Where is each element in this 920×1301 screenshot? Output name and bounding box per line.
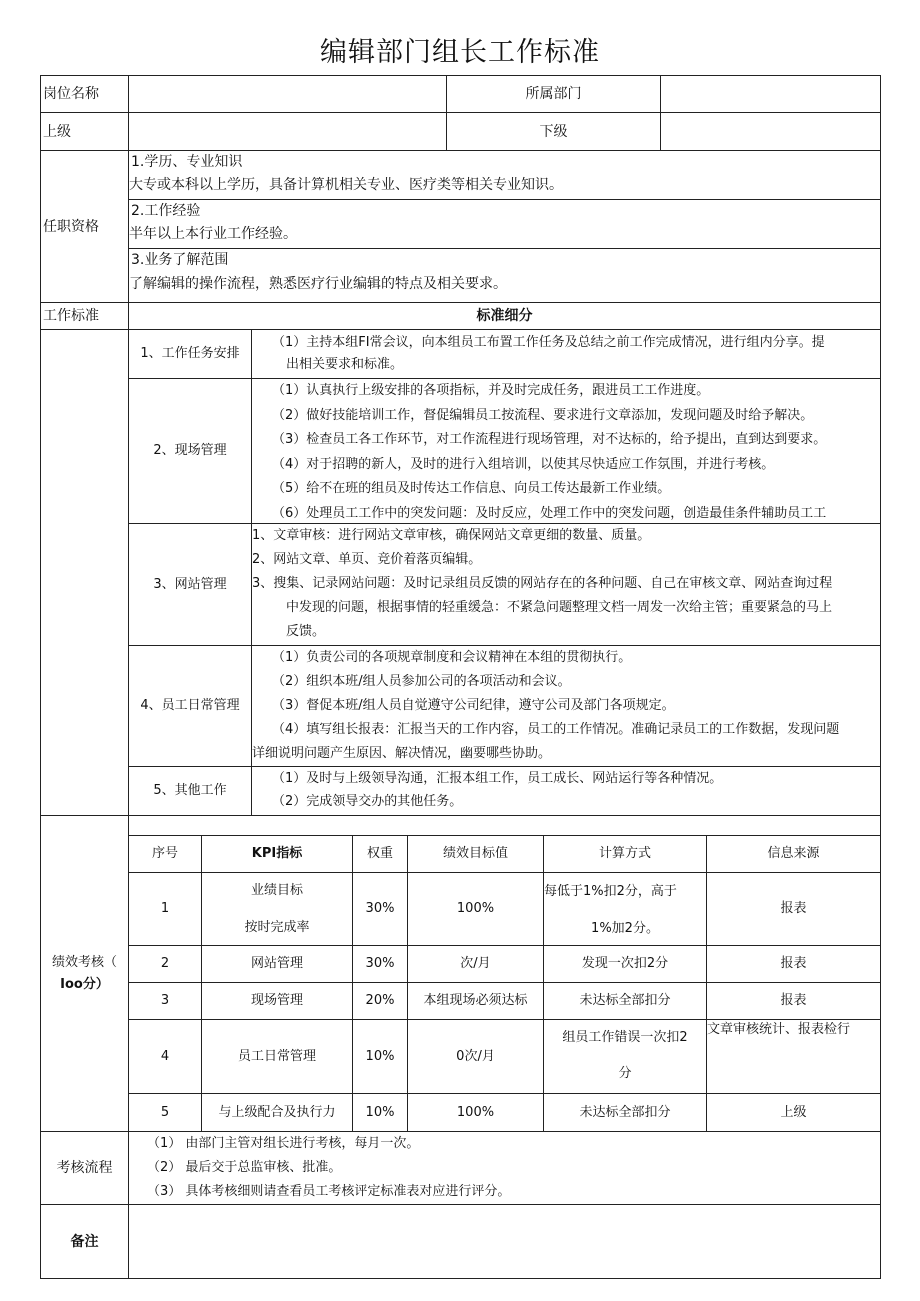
kpi-header: 序号 (128, 835, 202, 873)
kpi-cell-source: 报表 (706, 872, 881, 946)
section-name: 4、员工日常管理 (128, 645, 252, 767)
section-line: （3）督促本班/组人员自觉遵守公司纪律，遵守公司及部门各项规定。 (272, 698, 675, 713)
kpi-cell-weight: 10% (352, 1093, 408, 1132)
standards-detail-label: 标准细分 (128, 302, 881, 330)
kpi-cell-indicator: 员工日常管理 (201, 1019, 353, 1094)
section-content (251, 766, 881, 816)
dept-label: 所属部门 (446, 75, 661, 113)
kpi-method-line: 每低于1%扣2分，高于 (544, 884, 677, 899)
dept-value[interactable] (660, 75, 881, 113)
section-line: 反馈。 (286, 624, 326, 639)
qualification-text: 了解编辑的操作流程，熟悉医疗行业编辑的特点及相关要求。 (129, 276, 507, 292)
section-line: （2）做好技能培训工作，督促编辑员工按流程、要求进行文章添加，发现问题及时给予解决。 (272, 407, 814, 423)
kpi-cell-method: 未达标全部扣分 (543, 982, 707, 1020)
process-item: （3） 具体考核细则请查看员工考核评定标准表对应进行评分。 (147, 1184, 511, 1199)
kpi-cell-target: 0次/月 (407, 1019, 544, 1094)
kpi-cell-no: 3 (128, 982, 202, 1020)
kpi-cell-no: 2 (128, 945, 202, 983)
kpi-cell-method: 发现一次扣2分 (543, 945, 707, 983)
section-content (251, 645, 881, 767)
kpi-cell-target: 本组现场必须达标 (407, 982, 544, 1020)
section-content (251, 523, 881, 646)
kpi-cell-no: 5 (128, 1093, 202, 1132)
section-line: （3）检查员工各工作环节，对工作流程进行现场管理，对不达标的，给予提出，直到达到要求。 (272, 432, 827, 447)
remark-value[interactable] (128, 1204, 881, 1279)
section-line: （4）填写组长报表：汇报当天的工作内容，员工的工作情况。准确记录员工的工作数据，发现问题 (272, 722, 840, 737)
kpi-header: 绩效目标值 (407, 835, 544, 873)
section-line: （6）处理员工工作中的突发问题：及时反应，处理工作中的突发问题，创造最佳条件辅助员工工 (272, 505, 827, 521)
qualification-title: 1.学历、专业知识 (131, 154, 243, 170)
qualification-item (128, 150, 881, 200)
section-line: 出相关要求和标准。 (286, 357, 404, 372)
section-line: （1）负责公司的各项规章制度和会议精神在本组的贯彻执行。 (272, 650, 632, 665)
section-line: 中发现的问题，根据事情的轻重缓急：不紧急问题整理文档一周发一次给主管；重要紧急的马上 (286, 600, 833, 615)
kpi-label-line1: 绩效考核（ (51, 954, 117, 970)
kpi-cell-source: 文章审核统计、报表检行 (706, 1019, 881, 1094)
superior-label: 上级 (40, 112, 129, 151)
page-title: 编辑部门组长工作标准 (320, 37, 600, 68)
position-value[interactable] (128, 75, 447, 113)
kpi-method-line: 1%加2分。 (591, 921, 659, 936)
section-name: 2、现场管理 (128, 378, 252, 524)
qualification-item (128, 248, 881, 303)
position-label: 岗位名称 (40, 75, 129, 113)
kpi-indicator-line: 按时完成率 (244, 920, 310, 935)
kpi-cell-indicator: 网站管理 (201, 945, 353, 983)
kpi-cell-target: 100% (407, 872, 544, 946)
kpi-cell-weight: 30% (352, 945, 408, 983)
kpi-cell-source: 报表 (706, 982, 881, 1020)
kpi-spacer (128, 815, 881, 836)
kpi-cell-indicator: 现场管理 (201, 982, 353, 1020)
process-item: （2） 最后交于总监审核、批准。 (147, 1160, 342, 1175)
section-line: 2、网站文章、单页、竞价着落页编辑。 (252, 552, 482, 567)
qualification-title: 2.工作经验 (131, 203, 201, 219)
process-label: 考核流程 (40, 1131, 129, 1205)
kpi-method-line: 组员工作错误一次扣2 (562, 1030, 688, 1045)
qualification-text: 半年以上本行业工作经验。 (129, 226, 297, 242)
kpi-cell-weight: 30% (352, 872, 408, 946)
section-content (251, 329, 881, 379)
kpi-cell-source: 报表 (706, 945, 881, 983)
process-content (128, 1131, 881, 1205)
kpi-method-line: 分 (618, 1066, 632, 1081)
kpi-header: 信息来源 (706, 835, 881, 873)
kpi-label-line2: Ioo分） (60, 976, 109, 992)
subordinate-value[interactable] (660, 112, 881, 151)
qualification-item (128, 199, 881, 249)
section-line: （1）认真执行上级安排的各项指标，并及时完成任务，跟进员工工作进度。 (272, 383, 710, 398)
qualification-text: 大专或本科以上学历，具备计算机相关专业、医疗类等相关专业知识。 (129, 177, 563, 193)
remark-label: 备注 (40, 1204, 129, 1279)
section-line: （5）给不在班的组员及时传达工作信息、向员工传达最新工作业绩。 (272, 481, 671, 496)
section-line: 1、文章审核：进行网站文章审核，确保网站文章更细的数量、质量。 (252, 528, 651, 543)
section-line: 3、搜集、记录网站问题：及时记录组员反馈的网站存在的各种问题、自己在审核文章、网站查询过程 (252, 576, 833, 591)
kpi-cell-source: 上级 (706, 1093, 881, 1132)
kpi-header: KPI指标 (201, 835, 353, 873)
kpi-label (40, 815, 129, 1132)
superior-value[interactable] (128, 112, 447, 151)
kpi-cell-no: 1 (128, 872, 202, 946)
kpi-cell-target: 次/月 (407, 945, 544, 983)
kpi-header: 权重 (352, 835, 408, 873)
kpi-cell-indicator (201, 872, 353, 946)
kpi-cell-method (543, 1019, 707, 1094)
section-line: （4）对于招聘的新人，及时的进行入组培训，以使其尽快适应工作氛围，并进行考核。 (272, 456, 775, 472)
qualification-title: 3.业务了解范围 (131, 252, 229, 268)
section-line: （2）完成领导交办的其他任务。 (272, 794, 463, 809)
kpi-cell-method (543, 872, 707, 946)
kpi-cell-weight: 20% (352, 982, 408, 1020)
kpi-cell-weight: 10% (352, 1019, 408, 1094)
section-content (251, 378, 881, 524)
section-name: 5、其他工作 (128, 766, 252, 816)
qualifications-label: 任职资格 (40, 150, 129, 303)
process-item: （1） 由部门主管对组长进行考核，每月一次。 (147, 1136, 420, 1151)
kpi-cell-indicator: 与上级配合及执行力 (201, 1093, 353, 1132)
kpi-cell-target: 100% (407, 1093, 544, 1132)
kpi-cell-no: 4 (128, 1019, 202, 1094)
section-line: 详细说明问题产生原因、解决情况，幽要哪些协助。 (252, 746, 552, 761)
section-line: （2）组织本班/组人员参加公司的各项活动和会议。 (272, 674, 571, 689)
kpi-indicator-line: 业绩目标 (250, 883, 303, 898)
standards-label: 工作标准 (40, 302, 129, 330)
section-line: （1）主持本组FI常会议，向本组员工布置工作任务及总结之前工作完成情况，进行组内分享。提 (272, 335, 825, 350)
kpi-cell-method: 未达标全部扣分 (543, 1093, 707, 1132)
subordinate-label: 下级 (446, 112, 661, 151)
standards-left-blank (40, 329, 129, 816)
section-line: （1）及时与上级领导沟通，汇报本组工作，员工成长、网站运行等各种情况。 (272, 771, 723, 786)
section-name: 3、网站管理 (128, 523, 252, 646)
section-name: 1、工作任务安排 (128, 329, 252, 379)
kpi-header: 计算方式 (543, 835, 707, 873)
